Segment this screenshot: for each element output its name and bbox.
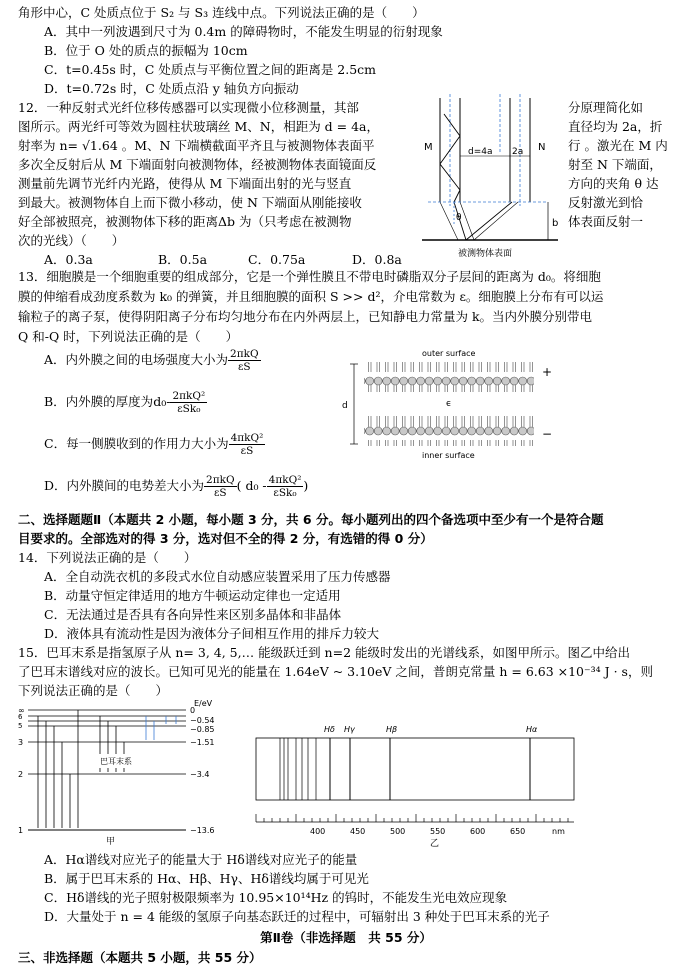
- q15-option-d: D．大量处于 n = 4 能级的氢原子向基态跃迁的过程中，可辐射出 3 种处于巴耳末系的光子: [44, 909, 550, 924]
- q14-option-d: D．液体具有流动性是因为液体分子间相互作用的排斥力较大: [44, 626, 380, 641]
- q12-right-5: 方向的夹角 θ 达: [568, 176, 659, 191]
- q13-line-4: Q 和-Q 时，下列说法正确的是（ ）: [18, 329, 239, 344]
- q13-option-a: A．内外膜之间的电场强度大小为 2πkQ εS: [44, 348, 259, 373]
- q14-option-a: A．全自动洗衣机的多段式水位自动感应装置采用了压力传感器: [44, 569, 391, 584]
- axis-unit-nm: nm: [552, 827, 565, 836]
- q12-option-a: A．0.3a: [44, 252, 93, 267]
- q12-right-6: 反射激光到恰: [568, 195, 644, 210]
- q13-line-3: 输粒子的离子泵，使得阴阳离子分布均匀地分布在内外两层上，已知静电力常量为 k。当内外膜分别带电: [18, 309, 593, 324]
- q14-stem: 14．下列说法正确的是（ ）: [18, 550, 197, 565]
- q14-option-b: B．动量守恒定律适用的地方牛顿运动定律也一定适用: [44, 588, 341, 603]
- q12-line-5: 测量前先调节光纤内光路，使得从 M 下端面出射的光与竖直: [18, 176, 352, 191]
- q12-line-4: 多次全反射后从 M 下端面射向被测物体，经被测物体表面镜面反: [18, 157, 377, 172]
- q12-option-c: C．0.75a: [248, 252, 306, 267]
- q14-option-c: C．无法通过是否具有各向异性来区别多晶体和非晶体: [44, 607, 342, 622]
- fig-label-n: N: [538, 142, 546, 153]
- energy-unit-label: E/eV: [194, 699, 213, 708]
- label-h-gamma: Hγ: [344, 725, 355, 734]
- level-e1: −13.6: [190, 826, 215, 835]
- q12-line-6: 到最大。被测物体自上而下微小移动，使 N 下端面从刚能接收: [18, 195, 362, 210]
- q15-line-1: 15．巴耳末系是指氢原子从 n= 3, 4, 5,… 能级跃迁到 n=2 能级时发出的光谱线系，如图甲所示。图乙中给出: [18, 645, 631, 660]
- label-h-alpha: Hα: [526, 725, 538, 734]
- q12-right-3: 行 。激光在 M 内: [568, 138, 668, 153]
- q13-line-1: 13．细胞膜是一个细胞重要的组成部分，它是一个弹性膜且不带电时磷脂双分子层间的距离为 d₀。将细胞: [18, 269, 601, 284]
- label-h-beta: Hβ: [386, 725, 398, 734]
- epsilon-label: ϵ: [446, 399, 452, 409]
- level-e6: −0.54: [190, 716, 215, 725]
- section-3-heading: 三、非选择题（本题共 5 小题，共 55 分）: [18, 950, 262, 965]
- q11-option-b: B．位于 O 处的质点的振幅为 10cm: [44, 43, 248, 58]
- inner-surface-label: inner surface: [422, 451, 475, 460]
- fraction: 2πkQ² εSk₀: [172, 390, 206, 415]
- q12-right-4: 射至 N 下端面，: [568, 157, 662, 172]
- outer-surface-label: outer surface: [422, 349, 476, 358]
- q15-line-2: 了巴耳末谱线对应的波长。已知可见光的能量在 1.64eV ~ 3.10eV 之间，普朗克常量 h = 6.63 ×10⁻³⁴ J · s，则: [18, 664, 653, 679]
- tick-600: 600: [470, 827, 486, 836]
- q11-option-a: A．其中一列波遇到尺寸为 0.4m 的障碍物时，不能发生明显的衍射现象: [44, 24, 443, 39]
- tick-550: 550: [430, 827, 446, 836]
- q12-line-7: 好全部被照亮，被测物体下移的距离Δb 为（只考虑在被测物: [18, 214, 352, 229]
- level-e2: −3.4: [190, 770, 210, 779]
- cell-membrane-figure: [340, 346, 570, 464]
- q11-stem-tail: 角形中心，C 处质点位于 S₂ 与 S₃ 连线中点。下列说法正确的是（ ）: [18, 5, 425, 20]
- q12-right-2: 直径均为 2a，折: [568, 119, 663, 134]
- tick-500: 500: [390, 827, 406, 836]
- q13-option-c: C．每一侧膜收到的作用力大小为 4πkQ² εS: [44, 432, 264, 457]
- level-e5: −0.85: [190, 725, 215, 734]
- section-2-heading-2: 目要求的。全部选对的得 3 分，选对但不全的得 2 分，有选错的得 0 分）: [18, 531, 433, 546]
- q13-option-b: B．内外膜的厚度为d₀- 2πkQ² εSk₀: [44, 390, 206, 415]
- level-n5: 5: [18, 722, 23, 730]
- label-h-delta: Hδ: [324, 725, 335, 734]
- q15-option-c: C．Hδ谱线的光子照射极限频率为 10.95×10¹⁴Hz 的钨时，不能发生光电效应现象: [44, 890, 508, 905]
- plus-sign: +: [542, 365, 553, 379]
- energy-level-diagram: [16, 698, 226, 846]
- q12-right-7: 体表面反射一: [568, 214, 644, 229]
- q15-option-b: B．属于巴耳末系的 Hα、Hβ、Hγ、Hδ谱线均属于可见光: [44, 871, 369, 886]
- q12-right-1: 分原理简化如: [568, 100, 644, 115]
- section-2-heading-1: 二、选择题题Ⅱ（本题共 2 小题，每小题 3 分，共 6 分。每小题列出的四个备选项中至少有一个是符合题: [18, 512, 604, 527]
- fig-label-b: b: [552, 218, 559, 229]
- q12-line-1: 12．一种反射式光纤位移传感器可以实现微小位移测量，其部: [18, 100, 359, 115]
- level-e3: −1.51: [190, 738, 215, 747]
- tick-450: 450: [350, 827, 366, 836]
- fraction: 2πkQ εS: [206, 474, 235, 499]
- figure-caption-yi: 乙: [430, 839, 440, 848]
- fig-label-m: M: [424, 142, 433, 153]
- q13-option-d: D．内外膜间的电势差大小为 2πkQ εS ( d₀ - 4πkQ² εSk₀ ): [44, 474, 309, 499]
- balmer-series-label: 巴耳末系: [100, 757, 132, 766]
- q15-option-a: A．Hα谱线对应光子的能量大于 Hδ谱线对应光子的能量: [44, 852, 358, 867]
- fraction: 4πkQ² εS: [230, 432, 264, 457]
- q11-option-d: D．t=0.72s 时，C 处质点沿 y 轴负方向振动: [44, 81, 299, 96]
- level-n6: 6: [18, 713, 23, 721]
- minus-sign: −: [542, 427, 553, 441]
- q11-option-c: C．t=0.45s 时，C 处质点与平衡位置之间的距离是 2.5cm: [44, 62, 377, 77]
- fig-label-theta: θ: [456, 213, 462, 223]
- fig-label-2a: 2a: [512, 147, 524, 157]
- balmer-spectrum-chart: [240, 718, 590, 848]
- fraction: 4πkQ² εSk₀: [268, 474, 302, 499]
- level-n2: 2: [18, 770, 24, 779]
- fig-label-d: d=4a: [468, 147, 493, 157]
- tick-650: 650: [510, 827, 526, 836]
- q12-line-8: 次的光线）（ ）: [18, 233, 125, 248]
- q12-line-3: 射率为 n= √1.64 。M、N 下端横截面平齐且与被测物体表面平: [18, 138, 375, 153]
- level-n3: 3: [18, 738, 24, 747]
- fraction: 2πkQ εS: [230, 348, 259, 373]
- q12-option-d: D．0.8a: [352, 252, 402, 267]
- q13-line-2: 膜的伸缩看成劲度系数为 k₀ 的弹簧，并且细胞膜的面积 S >> d²，介电常数为 ε。细胞膜上分布有可以运: [18, 289, 604, 304]
- tick-400: 400: [310, 827, 326, 836]
- level-n-inf: ∞: [18, 706, 25, 715]
- q15-line-3: 下列说法正确的是（ ）: [18, 683, 169, 698]
- fig-label-surface: 被测物体表面: [458, 249, 513, 259]
- thickness-label: d: [342, 401, 348, 411]
- level-e-inf: 0: [190, 706, 196, 715]
- figure-caption-jia: 甲: [106, 837, 116, 846]
- q12-option-b: B．0.5a: [158, 252, 208, 267]
- fiber-sensor-figure: [408, 94, 566, 264]
- level-n1: 1: [18, 826, 24, 835]
- part-2-title: 第Ⅱ卷（非选择题 共 55 分）: [260, 930, 432, 945]
- q12-line-2: 图所示。两光纤可等效为圆柱状玻璃丝 M、N，相距为 d = 4a，: [18, 119, 380, 134]
